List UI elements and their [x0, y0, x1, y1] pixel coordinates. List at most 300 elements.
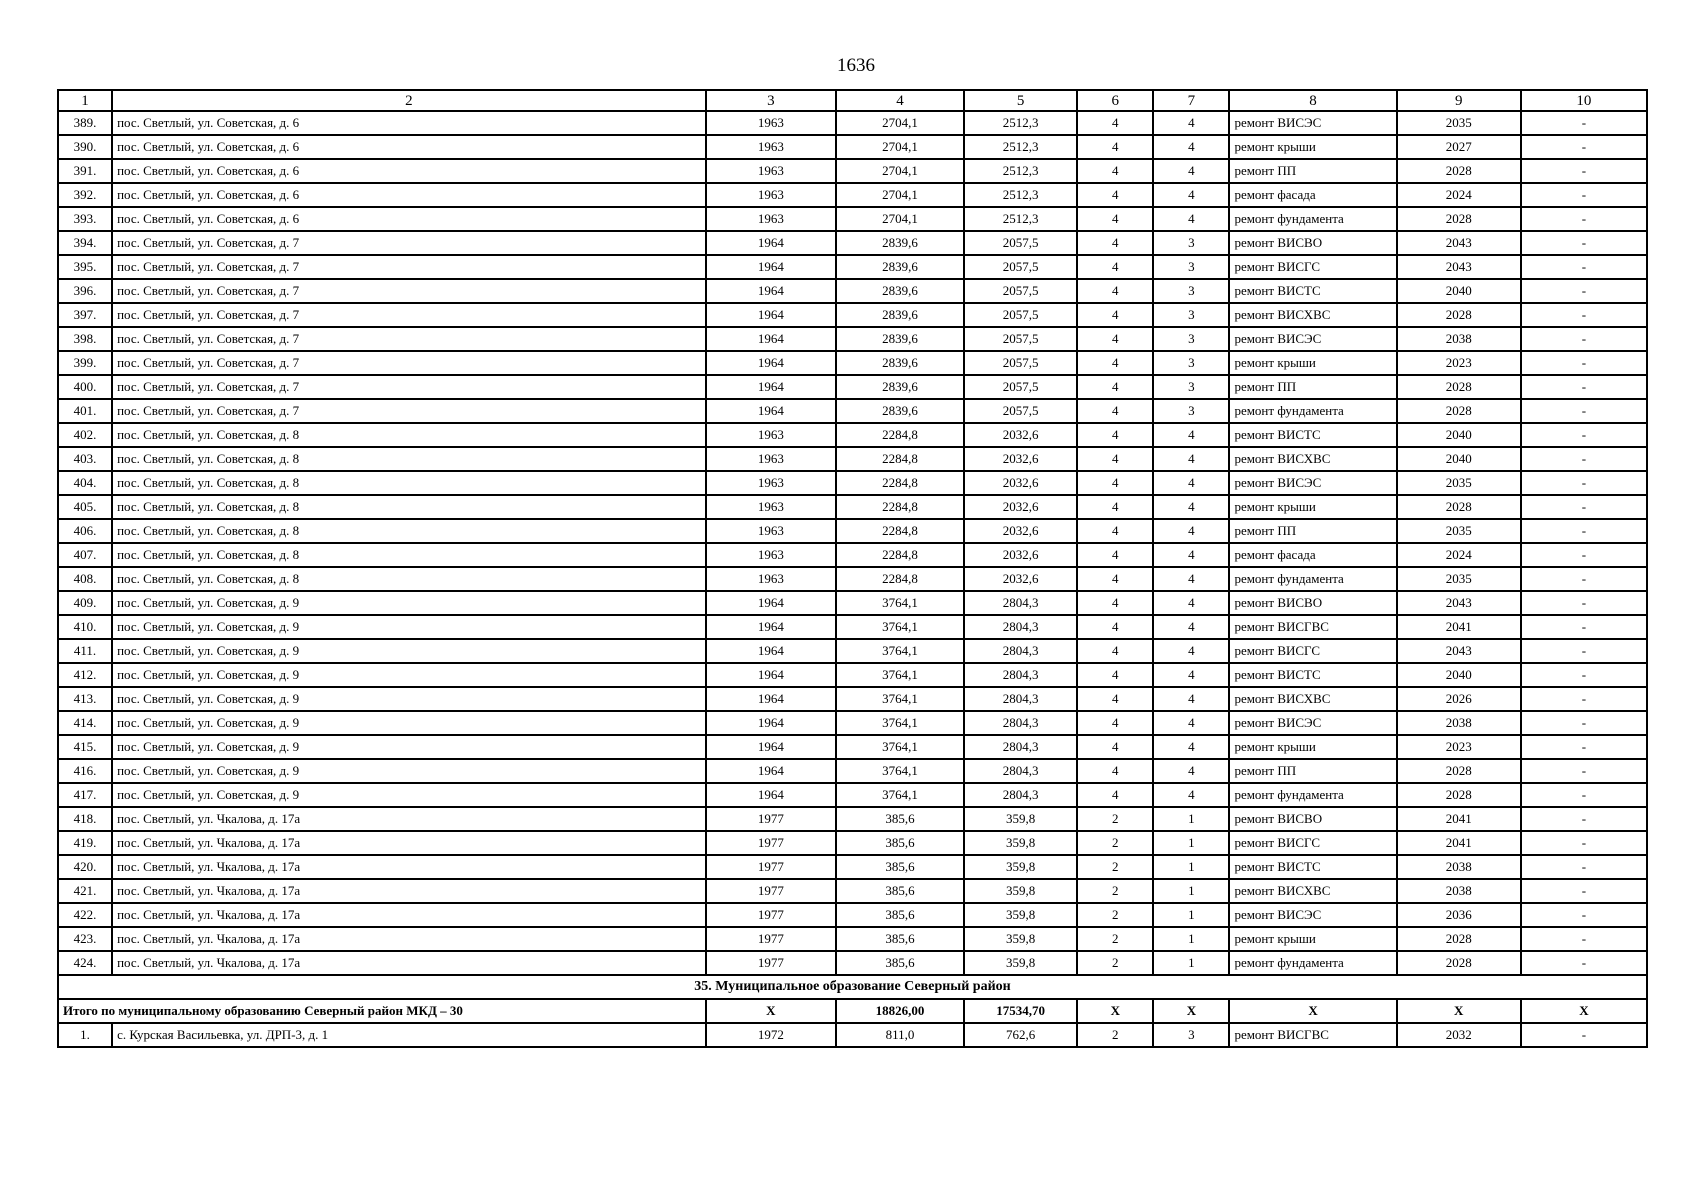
- table-cell: 4: [1077, 423, 1153, 447]
- table-cell: 2028: [1397, 951, 1521, 975]
- table-cell: 3764,1: [836, 663, 964, 687]
- table-cell: ремонт ВИСХВС: [1229, 303, 1396, 327]
- table-cell: -: [1521, 183, 1647, 207]
- table-cell: 1: [1153, 855, 1229, 879]
- table-cell: 3764,1: [836, 639, 964, 663]
- table-cell: 2032,6: [964, 495, 1077, 519]
- table-cell: 3764,1: [836, 759, 964, 783]
- table-cell: 2704,1: [836, 207, 964, 231]
- table-cell: 1: [1153, 903, 1229, 927]
- table-cell: 418.: [58, 807, 112, 831]
- table-row: [58, 519, 1647, 543]
- table-cell: 2057,5: [964, 351, 1077, 375]
- table-cell: 4: [1077, 327, 1153, 351]
- table-cell: 4: [1153, 567, 1229, 591]
- table-cell: 2: [1077, 1023, 1153, 1047]
- table-cell: 762,6: [964, 1023, 1077, 1047]
- table-cell: пос. Светлый, ул. Советская, д. 9: [112, 759, 706, 783]
- table-cell: 2043: [1397, 231, 1521, 255]
- table-cell: -: [1521, 951, 1647, 975]
- table-cell: пос. Светлый, ул. Советская, д. 6: [112, 183, 706, 207]
- table-cell: 1977: [706, 951, 836, 975]
- table-cell: 4: [1077, 231, 1153, 255]
- table-cell: 2027: [1397, 135, 1521, 159]
- table-cell: -: [1521, 903, 1647, 927]
- column-number-row: [58, 90, 1647, 111]
- table-cell: 408.: [58, 567, 112, 591]
- table-row: [58, 207, 1647, 231]
- table-cell: 4: [1153, 519, 1229, 543]
- table-cell: 1977: [706, 879, 836, 903]
- table-cell: 1963: [706, 135, 836, 159]
- table-cell: пос. Светлый, ул. Советская, д. 9: [112, 783, 706, 807]
- table-cell: 413.: [58, 687, 112, 711]
- table-cell: 2028: [1397, 495, 1521, 519]
- table-cell: -: [1521, 159, 1647, 183]
- table-row: [58, 231, 1647, 255]
- table-cell: 1963: [706, 207, 836, 231]
- table-cell: 2028: [1397, 303, 1521, 327]
- table-cell: 3764,1: [836, 783, 964, 807]
- table-cell: 4: [1077, 639, 1153, 663]
- table-cell: 2512,3: [964, 111, 1077, 135]
- table-cell: -: [1521, 735, 1647, 759]
- table-cell: 4: [1077, 399, 1153, 423]
- table-cell: -: [1521, 615, 1647, 639]
- table-cell: 2804,3: [964, 711, 1077, 735]
- table-cell: 4: [1153, 207, 1229, 231]
- table-cell: 414.: [58, 711, 112, 735]
- table-cell: ремонт крыши: [1229, 735, 1396, 759]
- table-cell: 2038: [1397, 711, 1521, 735]
- table-cell: 2: [1077, 951, 1153, 975]
- table-cell: пос. Светлый, ул. Чкалова, д. 17а: [112, 903, 706, 927]
- table-cell: ремонт ВИСТС: [1229, 423, 1396, 447]
- table-row: [58, 903, 1647, 927]
- table-row: [58, 567, 1647, 591]
- table-cell: пос. Светлый, ул. Чкалова, д. 17а: [112, 831, 706, 855]
- table-cell: -: [1521, 111, 1647, 135]
- table-cell: пос. Светлый, ул. Советская, д. 8: [112, 495, 706, 519]
- table-cell: ремонт ПП: [1229, 759, 1396, 783]
- table-cell: 4: [1077, 207, 1153, 231]
- table-cell: 2035: [1397, 471, 1521, 495]
- table-cell: 4: [1077, 759, 1153, 783]
- table-cell: 403.: [58, 447, 112, 471]
- table-cell: 385,6: [836, 831, 964, 855]
- column-number-cell: 4: [836, 90, 964, 111]
- table-cell: 1964: [706, 591, 836, 615]
- table-cell: -: [1521, 207, 1647, 231]
- table-cell: 2839,6: [836, 399, 964, 423]
- table-cell: 421.: [58, 879, 112, 903]
- table-cell: ремонт ВИСВО: [1229, 591, 1396, 615]
- table-cell: пос. Светлый, ул. Чкалова, д. 17а: [112, 879, 706, 903]
- table-cell: пос. Светлый, ул. Советская, д. 8: [112, 543, 706, 567]
- table-cell: 1964: [706, 639, 836, 663]
- table-cell: ремонт фундамента: [1229, 951, 1396, 975]
- table-cell: 389.: [58, 111, 112, 135]
- table-cell: 423.: [58, 927, 112, 951]
- table-cell: 2284,8: [836, 519, 964, 543]
- table-cell: 395.: [58, 255, 112, 279]
- table-cell: -: [1521, 855, 1647, 879]
- table-cell: -: [1521, 423, 1647, 447]
- table-row: [58, 687, 1647, 711]
- table-cell: ремонт ВИСЭС: [1229, 327, 1396, 351]
- table-cell: 385,6: [836, 951, 964, 975]
- total-label: Итого по муниципальному образованию Северный район МКД – 30: [58, 999, 706, 1023]
- table-cell: 3764,1: [836, 687, 964, 711]
- table-cell: 398.: [58, 327, 112, 351]
- table-cell: 402.: [58, 423, 112, 447]
- table-cell: 3: [1153, 303, 1229, 327]
- table-cell: 2024: [1397, 543, 1521, 567]
- table-cell: 1.: [58, 1023, 112, 1047]
- table-cell: -: [1521, 447, 1647, 471]
- table-cell: ремонт фундамента: [1229, 399, 1396, 423]
- table-cell: 419.: [58, 831, 112, 855]
- table-cell: 4: [1153, 111, 1229, 135]
- table-cell: -: [1521, 927, 1647, 951]
- table-cell: 1963: [706, 447, 836, 471]
- table-cell: 2284,8: [836, 423, 964, 447]
- table-cell: 2028: [1397, 783, 1521, 807]
- table-cell: 1963: [706, 519, 836, 543]
- section-heading: 35. Муниципальное образование Северный район: [58, 975, 1647, 999]
- table-row: [58, 111, 1647, 135]
- table-cell: 1963: [706, 495, 836, 519]
- table-cell: 2032: [1397, 1023, 1521, 1047]
- table-cell: 2704,1: [836, 111, 964, 135]
- table-cell: -: [1521, 471, 1647, 495]
- table-cell: ремонт ВИСЭС: [1229, 471, 1396, 495]
- table-cell: 2804,3: [964, 639, 1077, 663]
- table-cell: ремонт крыши: [1229, 495, 1396, 519]
- table-cell: 2284,8: [836, 447, 964, 471]
- column-number-cell: 10: [1521, 90, 1647, 111]
- table-cell: 2839,6: [836, 303, 964, 327]
- table-cell: 2804,3: [964, 663, 1077, 687]
- table-cell: 3: [1153, 255, 1229, 279]
- column-number-cell: 9: [1397, 90, 1521, 111]
- table-row: [58, 615, 1647, 639]
- table-row: [58, 375, 1647, 399]
- table-cell: 4: [1077, 351, 1153, 375]
- table-cell: 1: [1153, 879, 1229, 903]
- table-cell: 2839,6: [836, 375, 964, 399]
- table-cell: 397.: [58, 303, 112, 327]
- table-cell: пос. Светлый, ул. Советская, д. 6: [112, 159, 706, 183]
- table-row: [58, 279, 1647, 303]
- table-cell: 2512,3: [964, 207, 1077, 231]
- table-cell: пос. Светлый, ул. Советская, д. 8: [112, 519, 706, 543]
- table-cell: ремонт ВИСХВС: [1229, 447, 1396, 471]
- table-cell: -: [1521, 807, 1647, 831]
- table-row: [58, 639, 1647, 663]
- table-cell: ремонт ПП: [1229, 159, 1396, 183]
- table-row: [58, 831, 1647, 855]
- table-cell: ремонт фасада: [1229, 183, 1396, 207]
- table-cell: 2040: [1397, 423, 1521, 447]
- table-cell: 2284,8: [836, 471, 964, 495]
- table-cell: -: [1521, 543, 1647, 567]
- table-cell: 2839,6: [836, 279, 964, 303]
- table-cell: пос. Светлый, ул. Советская, д. 9: [112, 687, 706, 711]
- table-row: [58, 735, 1647, 759]
- table-cell: 2839,6: [836, 351, 964, 375]
- table-cell: -: [1521, 279, 1647, 303]
- table-cell: пос. Светлый, ул. Советская, д. 8: [112, 447, 706, 471]
- table-cell: пос. Светлый, ул. Советская, д. 9: [112, 711, 706, 735]
- table-row: [58, 711, 1647, 735]
- table-cell: 4: [1153, 687, 1229, 711]
- table-cell: 1963: [706, 567, 836, 591]
- table-cell: 2026: [1397, 687, 1521, 711]
- table-cell: 4: [1153, 543, 1229, 567]
- table-cell: 2704,1: [836, 135, 964, 159]
- table-cell: пос. Светлый, ул. Советская, д. 6: [112, 207, 706, 231]
- table-cell: 4: [1153, 783, 1229, 807]
- table-cell: 394.: [58, 231, 112, 255]
- table-cell: пос. Светлый, ул. Советская, д. 8: [112, 471, 706, 495]
- total-value: Х: [1397, 999, 1521, 1023]
- table-cell: 2038: [1397, 879, 1521, 903]
- table-cell: пос. Светлый, ул. Советская, д. 7: [112, 375, 706, 399]
- table-cell: 4: [1077, 543, 1153, 567]
- table-cell: 2057,5: [964, 399, 1077, 423]
- table-cell: пос. Светлый, ул. Чкалова, д. 17а: [112, 951, 706, 975]
- table-cell: 811,0: [836, 1023, 964, 1047]
- table-cell: 385,6: [836, 903, 964, 927]
- table-cell: 3: [1153, 279, 1229, 303]
- table-cell: ремонт крыши: [1229, 135, 1396, 159]
- table-cell: 416.: [58, 759, 112, 783]
- table-cell: 424.: [58, 951, 112, 975]
- table-cell: 4: [1153, 735, 1229, 759]
- table-cell: 1964: [706, 351, 836, 375]
- table-cell: 2284,8: [836, 567, 964, 591]
- table-cell: 4: [1077, 495, 1153, 519]
- table-cell: 3: [1153, 375, 1229, 399]
- table-cell: с. Курская Васильевка, ул. ДРП-3, д. 1: [112, 1023, 706, 1047]
- table-cell: 4: [1153, 495, 1229, 519]
- table-cell: ремонт ВИСТС: [1229, 279, 1396, 303]
- table-cell: 4: [1077, 279, 1153, 303]
- table-cell: 1963: [706, 111, 836, 135]
- table-cell: 2284,8: [836, 543, 964, 567]
- total-value: 18826,00: [836, 999, 964, 1023]
- table-cell: 359,8: [964, 903, 1077, 927]
- table-row: [58, 471, 1647, 495]
- table-cell: 2028: [1397, 375, 1521, 399]
- table-cell: ремонт ПП: [1229, 519, 1396, 543]
- table-cell: -: [1521, 879, 1647, 903]
- column-number-cell: 6: [1077, 90, 1153, 111]
- table-cell: 1977: [706, 855, 836, 879]
- total-value: Х: [1077, 999, 1153, 1023]
- table-row: [58, 495, 1647, 519]
- table-cell: 2028: [1397, 159, 1521, 183]
- table-cell: ремонт крыши: [1229, 351, 1396, 375]
- table-cell: ремонт ВИСГС: [1229, 255, 1396, 279]
- table-cell: 4: [1153, 159, 1229, 183]
- table-cell: пос. Светлый, ул. Советская, д. 6: [112, 111, 706, 135]
- table-cell: 4: [1153, 591, 1229, 615]
- table-cell: 1: [1153, 927, 1229, 951]
- table-cell: 2804,3: [964, 615, 1077, 639]
- table-cell: ремонт фундамента: [1229, 207, 1396, 231]
- table-cell: 4: [1153, 447, 1229, 471]
- table-cell: 385,6: [836, 807, 964, 831]
- table-cell: пос. Светлый, ул. Советская, д. 7: [112, 351, 706, 375]
- table-cell: 4: [1077, 255, 1153, 279]
- total-value: 17534,70: [964, 999, 1077, 1023]
- table-cell: 2041: [1397, 807, 1521, 831]
- table-cell: 3: [1153, 1023, 1229, 1047]
- table-cell: 2035: [1397, 567, 1521, 591]
- table-cell: 1964: [706, 303, 836, 327]
- register-table: [57, 89, 1648, 1048]
- table-cell: пос. Светлый, ул. Советская, д. 9: [112, 591, 706, 615]
- table-cell: 2512,3: [964, 183, 1077, 207]
- table-cell: 2839,6: [836, 255, 964, 279]
- table-cell: 1964: [706, 663, 836, 687]
- table-cell: 2839,6: [836, 231, 964, 255]
- table-cell: 1964: [706, 735, 836, 759]
- table-cell: 411.: [58, 639, 112, 663]
- table-cell: 2040: [1397, 279, 1521, 303]
- table-cell: ремонт ВИСГС: [1229, 639, 1396, 663]
- table-cell: ремонт ВИСВО: [1229, 807, 1396, 831]
- table-cell: 4: [1077, 183, 1153, 207]
- table-cell: 359,8: [964, 807, 1077, 831]
- table-cell: 2023: [1397, 735, 1521, 759]
- table-row: [58, 783, 1647, 807]
- table-row: [58, 1023, 1647, 1047]
- table-cell: 4: [1077, 519, 1153, 543]
- table-cell: 412.: [58, 663, 112, 687]
- table-row: [58, 183, 1647, 207]
- table-cell: 359,8: [964, 855, 1077, 879]
- table-cell: 2035: [1397, 111, 1521, 135]
- table-cell: 2038: [1397, 327, 1521, 351]
- table-cell: 1963: [706, 183, 836, 207]
- table-cell: 1977: [706, 807, 836, 831]
- table-cell: 4: [1077, 711, 1153, 735]
- table-cell: -: [1521, 399, 1647, 423]
- table-cell: 2804,3: [964, 735, 1077, 759]
- table-cell: 1977: [706, 831, 836, 855]
- table-cell: ремонт ВИСГС: [1229, 831, 1396, 855]
- table-cell: -: [1521, 327, 1647, 351]
- table-cell: пос. Светлый, ул. Советская, д. 7: [112, 399, 706, 423]
- table-cell: 390.: [58, 135, 112, 159]
- table-cell: -: [1521, 303, 1647, 327]
- table-cell: -: [1521, 639, 1647, 663]
- table-cell: -: [1521, 1023, 1647, 1047]
- table-cell: 2028: [1397, 399, 1521, 423]
- table-cell: ремонт ВИСЭС: [1229, 111, 1396, 135]
- table-cell: 2041: [1397, 615, 1521, 639]
- table-row: [58, 447, 1647, 471]
- table-cell: 3: [1153, 231, 1229, 255]
- table-cell: 2057,5: [964, 375, 1077, 399]
- table-cell: -: [1521, 519, 1647, 543]
- table-cell: 4: [1077, 159, 1153, 183]
- table-cell: ремонт крыши: [1229, 927, 1396, 951]
- table-row: [58, 135, 1647, 159]
- table-cell: 4: [1153, 471, 1229, 495]
- table-cell: 4: [1077, 567, 1153, 591]
- table-cell: 4: [1077, 615, 1153, 639]
- table-cell: 2057,5: [964, 303, 1077, 327]
- table-cell: ремонт ВИСХВС: [1229, 687, 1396, 711]
- table-cell: пос. Светлый, ул. Советская, д. 8: [112, 567, 706, 591]
- table-cell: 3: [1153, 399, 1229, 423]
- table-cell: ремонт ВИСВО: [1229, 231, 1396, 255]
- table-cell: ремонт ВИСХВС: [1229, 879, 1396, 903]
- table-cell: 2: [1077, 831, 1153, 855]
- table-cell: 3: [1153, 327, 1229, 351]
- table-cell: 4: [1077, 783, 1153, 807]
- table-cell: 2839,6: [836, 327, 964, 351]
- table-cell: 393.: [58, 207, 112, 231]
- table-cell: 2032,6: [964, 423, 1077, 447]
- table-row: [58, 303, 1647, 327]
- table-cell: 2704,1: [836, 159, 964, 183]
- table-cell: пос. Светлый, ул. Чкалова, д. 17а: [112, 807, 706, 831]
- table-cell: 4: [1077, 111, 1153, 135]
- table-cell: пос. Светлый, ул. Советская, д. 7: [112, 303, 706, 327]
- table-row: [58, 951, 1647, 975]
- table-cell: ремонт ВИСТС: [1229, 855, 1396, 879]
- table-cell: 1: [1153, 951, 1229, 975]
- table-cell: 410.: [58, 615, 112, 639]
- table-row: [58, 879, 1647, 903]
- table-cell: 2284,8: [836, 495, 964, 519]
- table-cell: 4: [1077, 447, 1153, 471]
- table-cell: 2028: [1397, 927, 1521, 951]
- total-value: Х: [1229, 999, 1396, 1023]
- table-cell: 1964: [706, 255, 836, 279]
- table-cell: 3: [1153, 351, 1229, 375]
- table-cell: -: [1521, 567, 1647, 591]
- table-cell: 1977: [706, 927, 836, 951]
- table-row: [58, 159, 1647, 183]
- table-cell: 4: [1077, 135, 1153, 159]
- table-cell: 2028: [1397, 207, 1521, 231]
- table-cell: -: [1521, 783, 1647, 807]
- table-cell: пос. Светлый, ул. Советская, д. 8: [112, 423, 706, 447]
- table-cell: 2032,6: [964, 447, 1077, 471]
- table-row: [58, 423, 1647, 447]
- table-cell: пос. Светлый, ул. Советская, д. 9: [112, 639, 706, 663]
- table-cell: 396.: [58, 279, 112, 303]
- table-cell: 2023: [1397, 351, 1521, 375]
- table-cell: 2032,6: [964, 543, 1077, 567]
- table-cell: 1977: [706, 903, 836, 927]
- table-cell: 2035: [1397, 519, 1521, 543]
- table-cell: ремонт ВИСТС: [1229, 663, 1396, 687]
- table-cell: 1964: [706, 711, 836, 735]
- table-cell: 385,6: [836, 927, 964, 951]
- table-cell: -: [1521, 135, 1647, 159]
- table-cell: 4: [1077, 471, 1153, 495]
- table-cell: 2032,6: [964, 519, 1077, 543]
- table-cell: 415.: [58, 735, 112, 759]
- table-cell: 4: [1077, 735, 1153, 759]
